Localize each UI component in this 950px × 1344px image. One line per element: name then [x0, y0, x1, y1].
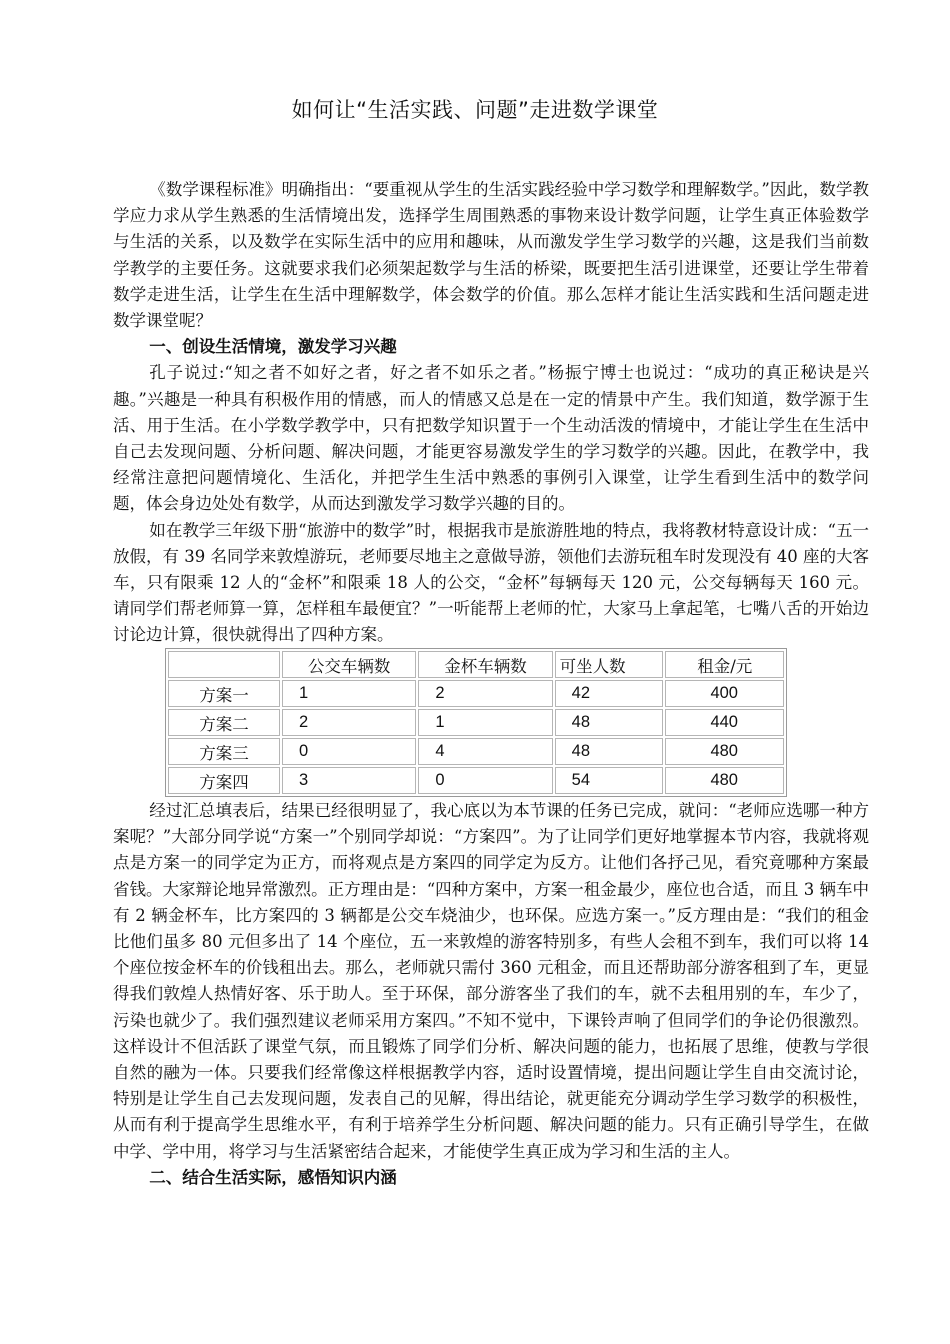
table-row [168, 709, 784, 736]
table-cell: 方案四 [168, 767, 280, 794]
table-header-row [168, 651, 784, 678]
table-header-cell [168, 651, 280, 678]
section-1-paragraph-3: 经过汇总填表后，结果已经很明显了，我心底以为本节课的任务已完成，就问：“老师应选哪一种方案呢？”大部分同学说“方案一”个别同学却说：“方案四”。为了让同学们更好地掌握本节内容，我就将观点是方案一的同学定为正方，而将观点是方案四的同学定为反方。让他们各抒己见，看究竟哪种方案最省钱。大家辩论地异常激烈。正方理由是：“四种方案中，方案一租金最少，座位也合适，而且 3 辆车中有 2 辆金杯车，比方案四的 3 辆都是公交车烧油少，也环保。应选方案一。”反方理由是：“我们的租金比他们虽多 80 元但多出了 14 个座位，五一来敦煌的游客特别多，有些人会租不到车，我们可以将 14 个座位按金杯车的价钱租出去。那么，老师就只需付 360 元租金，而且还帮助部分游客租到了车，更显得我们敦煌人热情好客、乐于助人。至于环保，部分游客坐了我们的车，就不去租用别的车，车少了，污染也就少了。我们强烈建议老师采用方案四。”不知不觉中，下课铃声响了但同学们的争论仍很激烈。这样设计不但活跃了课堂气氛，而且锻炼了同学们分析、解决问题的能力，也拓展了思维，使教与学很自然的融为一体。只要我们经常像这样根据教学内容，适时设置情境，提出问题让学生自由交流讨论，特别是让学生自己去发现问题，发表自己的见解，得出结论，就更能充分调动学生学习数学的积极性，从而有利于提高学生思维水平，有利于培养学生分析问题、解决问题的能力。只有正确引导学生，在做中学、学中用，将学习与生活紧密结合起来，才能使学生真正成为学习和生活的主人。 [113, 801, 869, 1161]
table-row [168, 680, 784, 707]
table-cell: 方案一 [168, 680, 280, 707]
table-cell: 480 [665, 767, 784, 794]
rental-plans-table [165, 648, 787, 797]
table-cell: 400 [665, 680, 784, 707]
table-cell: 2 [418, 680, 552, 707]
intro-paragraph: 《数学课程标准》明确指出：“要重视从学生的生活实践经验中学习数学和理解数学。”因此，数学教学应力求从学生熟悉的生活情境出发，选择学生周围熟悉的事物来设计数学问题，让学生真正体验数学与生活的关系，以及数学在实际生活中的应用和趣味，从而激发学生学习数学的兴趣，这是我们当前数学教学的主要任务。这就要求我们必须架起数学与生活的桥梁，既要把生活引进课堂，还要让学生带着数学走进生活，让学生在生活中理解数学，体会数学的价值。那么怎样才能让生活实践和生活问题走进数学课堂呢？ [113, 180, 869, 331]
table-header-cell: 可坐人数 [555, 651, 664, 678]
table-row [168, 767, 784, 794]
section-1-paragraph-2: 如在教学三年级下册“旅游中的数学”时，根据我市是旅游胜地的特点，我将教材特意设计成：“五一放假，有 39 名同学来敦煌游玩，老师要尽地主之意做导游，领他们去游玩租车时发现没有 40 座的大客车，只有限乘 12 人的“金杯”和限乘 18 人的公交，“金杯”每辆每天 120 元，公交每辆每天 160 元。请同学们帮老师算一算，怎样租车最便宜？”一听能帮上老师的忙，大家马上拿起笔，七嘴八舌的开始边讨论边计算，很快就得出了四种方案。 [113, 520, 869, 645]
table-cell: 4 [418, 738, 552, 765]
section-1-heading: 一、创设生活情境，激发学习兴趣 [149, 337, 397, 357]
table-cell: 42 [555, 680, 664, 707]
table-cell: 方案二 [168, 709, 280, 736]
table-cell: 3 [282, 767, 416, 794]
table-cell: 48 [555, 738, 664, 765]
table-cell: 0 [418, 767, 552, 794]
table-cell: 方案三 [168, 738, 280, 765]
table-cell: 1 [282, 680, 416, 707]
text-block-lower [113, 798, 869, 1191]
table-row [168, 738, 784, 765]
table-header-cell: 金杯车辆数 [418, 651, 552, 678]
table-cell: 0 [282, 738, 416, 765]
table-cell: 480 [665, 738, 784, 765]
table-header-cell: 租金/元 [665, 651, 784, 678]
table-cell: 440 [665, 709, 784, 736]
table-cell: 1 [418, 709, 552, 736]
table-cell: 2 [282, 709, 416, 736]
text-block-upper [113, 177, 869, 649]
table-header-cell: 公交车辆数 [282, 651, 416, 678]
section-1-paragraph-1: 孔子说过:“知之者不如好之者，好之者不如乐之者。”杨振宁博士也说过：“成功的真正秘诀是兴趣。”兴趣是一种具有积极作用的情感，而人的情感又总是在一定的情景中产生。我们知道，数学源于生活、用于生活。在小学数学教学中，只有把数学知识置于一个生动活泼的情境中，才能让学生在生活中自己去发现问题、分析问题、解决问题，才能更容易激发学生的学习数学的兴趣。因此，在教学中，我经常注意把问题情境化、生活化，并把学生生活中熟悉的事例引入课堂，让学生看到生活中的数学问题，体会身边处处有数学，从而达到激发学习数学兴趣的目的。 [113, 363, 869, 514]
table-cell: 48 [555, 709, 664, 736]
section-2-heading: 二、结合生活实际，感悟知识内涵 [149, 1167, 397, 1187]
table-cell: 54 [555, 767, 664, 794]
document-title: 如何让“生活实践、问题”走进数学课堂 [291, 98, 659, 122]
